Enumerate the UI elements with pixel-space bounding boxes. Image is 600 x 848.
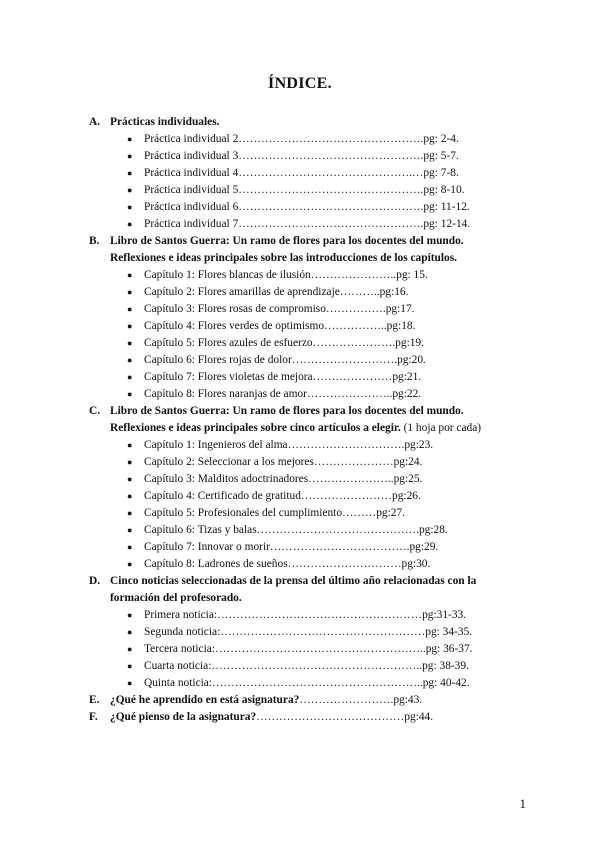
bullet-icon: ● xyxy=(127,270,133,280)
toc-entry-text: Práctica individual 3………………………………………….pg: 5-7. xyxy=(144,150,459,162)
bullet-icon: ● xyxy=(127,151,133,161)
section-items xyxy=(0,437,600,573)
toc-entry xyxy=(0,301,600,318)
toc-entry xyxy=(0,675,600,692)
section-heading-line: ¿Qué he aprendido en está asignatura? xyxy=(110,694,300,706)
toc-entry xyxy=(0,165,600,182)
toc-entry-text: Capítulo 1: Ingenieros del alma………………………….pg:23. xyxy=(144,439,434,451)
bullet-icon: ● xyxy=(127,304,133,314)
bullet-icon: ● xyxy=(127,610,133,620)
section-heading-line: Cinco noticias seleccionadas de la prensa del último año relacionadas con la xyxy=(110,575,477,587)
section-heading-line: Prácticas individuales. xyxy=(110,116,220,128)
toc-entry xyxy=(0,437,600,454)
toc-entry-text: Capítulo 5: Profesionales del cumplimiento………pg:27. xyxy=(144,507,406,519)
bullet-icon: ● xyxy=(127,185,133,195)
section-heading-line: Libro de Santos Guerra: Un ramo de flores para los docentes del mundo. xyxy=(110,405,464,417)
toc-entry-text: Práctica individual 2………………………………………….pg: 2-4. xyxy=(144,133,459,145)
toc-entry-text: Capítulo 6: Tizas y balas…………………………………….pg:28. xyxy=(144,524,448,536)
section-letter: C. xyxy=(89,405,101,417)
toc-entry-text: Capítulo 4: Flores verdes de optimismo……………..pg:18. xyxy=(144,320,416,332)
toc-entry xyxy=(0,556,600,573)
toc-entry-text: Capítulo 1: Flores blancas de ilusión…………………..pg: 15. xyxy=(144,269,428,281)
toc-entry-text: Cuarta noticia:………………………………………………..pg: 38-39. xyxy=(144,660,469,672)
toc-entry-text: Capítulo 6: Flores rojas de dolor……………………….pg:20. xyxy=(144,354,426,366)
toc-entry-text: Capítulo 8: Flores naranjas de amor…………………..pg:22. xyxy=(144,388,422,400)
section-heading-line: formación del profesorado. xyxy=(110,592,242,604)
section-heading-line: Libro de Santos Guerra: Un ramo de flores para los docentes del mundo. xyxy=(110,235,464,247)
section-heading-page: …………………….pg:43. xyxy=(299,694,423,706)
toc-entry xyxy=(0,607,600,624)
bullet-icon: ● xyxy=(127,134,133,144)
toc-entry-text: Capítulo 7: Innovar o morir……………………………….pg:29. xyxy=(144,541,439,553)
toc-entry-text: Capítulo 7: Flores violetas de mejora…………………pg:21. xyxy=(144,371,422,383)
bullet-icon: ● xyxy=(127,355,133,365)
bullet-icon: ● xyxy=(127,508,133,518)
toc-entry-text: Capítulo 5: Flores azules de esfuerzo………………….pg:19. xyxy=(144,337,424,349)
toc-entry-text: Capítulo 3: Flores rosas de compromiso…………….pg:17. xyxy=(144,303,415,315)
bullet-icon: ● xyxy=(127,202,133,212)
toc-entry xyxy=(0,199,600,216)
section-b xyxy=(0,233,600,403)
section-letter: A. xyxy=(89,116,101,128)
toc-entry xyxy=(0,471,600,488)
document-title: ÍNDICE. xyxy=(268,75,332,92)
toc-entry-text: Práctica individual 5………………………………………….pg: 8-10. xyxy=(144,184,465,196)
toc-entry xyxy=(0,216,600,233)
toc-entry-text: Capítulo 2: Flores amarillas de aprendizaje………..pg:16. xyxy=(144,286,409,298)
section-d xyxy=(0,573,600,692)
section-heading-page: …………………………………pg:44. xyxy=(256,711,434,723)
section-c xyxy=(0,403,600,573)
bullet-icon: ● xyxy=(127,474,133,484)
toc-entry-text: Práctica individual 7………………………………………….pg: 12-14. xyxy=(144,218,471,230)
toc-entry xyxy=(0,369,600,386)
bullet-icon: ● xyxy=(127,542,133,552)
toc-entry xyxy=(0,539,600,556)
toc-entry xyxy=(0,182,600,199)
toc-entry xyxy=(0,284,600,301)
section-letter: B. xyxy=(89,235,100,247)
toc-entry xyxy=(0,131,600,148)
section-heading xyxy=(0,692,600,709)
toc-entry-text: Segunda noticia:………………………………………………pg: 34-35. xyxy=(144,626,473,638)
toc-entry xyxy=(0,505,600,522)
toc-entry xyxy=(0,352,600,369)
section-heading-line: Reflexiones e ideas principales sobre cinco artículos a elegir. xyxy=(110,422,401,434)
section-e xyxy=(0,692,600,709)
section-letter: D. xyxy=(89,575,101,587)
bullet-icon: ● xyxy=(127,219,133,229)
bullet-icon: ● xyxy=(127,491,133,501)
bullet-icon: ● xyxy=(127,372,133,382)
page-number: 1 xyxy=(519,796,526,811)
toc-entry xyxy=(0,641,600,658)
toc-entry-text: Primera noticia:………………………………………………pg:31-33. xyxy=(144,609,467,621)
bullet-icon: ● xyxy=(127,168,133,178)
section-letter: F. xyxy=(89,711,98,723)
bullet-icon: ● xyxy=(127,678,133,688)
toc-entry xyxy=(0,318,600,335)
section-heading xyxy=(0,573,600,607)
section-heading-line-wrap xyxy=(110,420,600,437)
section-heading xyxy=(0,403,600,437)
bullet-icon: ● xyxy=(127,661,133,671)
section-items xyxy=(0,131,600,233)
section-a xyxy=(0,114,600,233)
toc-entry-text: Capítulo 2: Seleccionar a los mejores…………………pg:24. xyxy=(144,456,423,468)
section-heading-note: (1 hoja por cada) xyxy=(400,422,482,434)
bullet-icon: ● xyxy=(127,338,133,348)
toc-entry-text: Capítulo 4: Certificado de gratitud……………………pg:26. xyxy=(144,490,421,502)
toc-entry xyxy=(0,522,600,539)
section-letter: E. xyxy=(89,694,100,706)
toc-entry-text: Práctica individual 6………………………………………….pg: 11-12. xyxy=(144,201,470,213)
bullet-icon: ● xyxy=(127,321,133,331)
toc-entry xyxy=(0,148,600,165)
bullet-icon: ● xyxy=(127,644,133,654)
toc-entry-text: Capítulo 8: Ladrones de sueños…………………………pg:30. xyxy=(144,558,431,570)
bullet-icon: ● xyxy=(127,457,133,467)
section-items xyxy=(0,267,600,403)
section-heading xyxy=(0,114,600,131)
section-items xyxy=(0,607,600,692)
section-heading xyxy=(0,709,600,726)
bullet-icon: ● xyxy=(127,627,133,637)
toc-entry xyxy=(0,624,600,641)
toc-entry xyxy=(0,267,600,284)
toc-entry xyxy=(0,454,600,471)
bullet-icon: ● xyxy=(127,440,133,450)
toc-entry xyxy=(0,488,600,505)
section-f xyxy=(0,709,600,726)
bullet-icon: ● xyxy=(127,559,133,569)
toc-entry-text: Quinta noticia:………………………………………………..pg: 40-42. xyxy=(144,677,470,689)
bullet-icon: ● xyxy=(127,389,133,399)
toc-entry xyxy=(0,658,600,675)
toc-entry-text: Práctica individual 4……………………………………….…pg: 7-8. xyxy=(144,167,459,179)
section-heading-line: ¿Qué pienso de la asignatura? xyxy=(110,711,257,723)
toc-entry xyxy=(0,335,600,352)
bullet-icon: ● xyxy=(127,287,133,297)
bullet-icon: ● xyxy=(127,525,133,535)
table-of-contents xyxy=(0,114,600,726)
toc-entry xyxy=(0,386,600,403)
toc-entry-text: Capítulo 3: Malditos adoctrinadores…………………..pg:25. xyxy=(144,473,423,485)
toc-entry-text: Tercera noticia:………………………………………………..pg: 36-37. xyxy=(144,643,473,655)
section-heading-line: Reflexiones e ideas principales sobre las introducciones de los capítulos. xyxy=(110,252,458,264)
section-heading xyxy=(0,233,600,267)
